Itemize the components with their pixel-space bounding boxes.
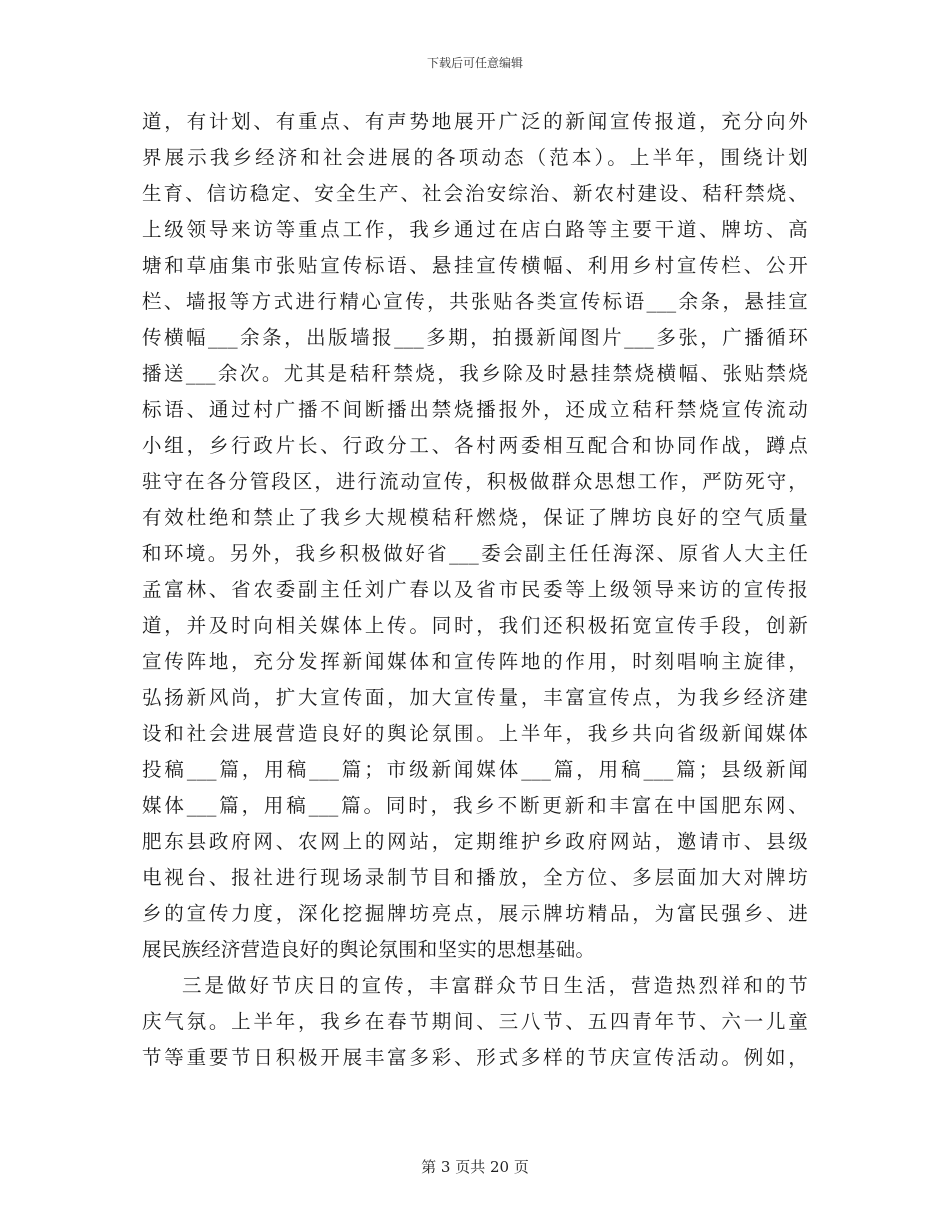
text-line: 庆气氛。上半年，我乡在春节期间、三八节、五四青年节、六一儿童 [142,1010,808,1033]
text-line: 媒体___篇，用稿___篇。同时，我乡不断更新和丰富在中国肥东网、 [142,794,808,817]
text-line: 有效杜绝和禁止了我乡大规模秸秆燃烧，保证了牌坊良好的空气质量 [142,506,808,529]
text-line: 标语、通过村广播不间断播出禁烧播报外，还成立秸秆禁烧宣传流动 [142,398,808,421]
text-line: 道，有计划、有重点、有声势地展开广泛的新闻宣传报道，充分向外 [142,110,808,133]
text-line: 小组，乡行政片长、行政分工、各村两委相互配合和协同作战，蹲点 [142,434,808,457]
text-line: 生育、信访稳定、安全生产、社会治安综治、新农村建设、秸秆禁烧、 [142,182,808,205]
text-line: 栏、墙报等方式进行精心宣传，共张贴各类宣传标语___余条，悬挂宣 [142,290,808,313]
text-line: 孟富林、省农委副主任刘广春以及省市民委等上级领导来访的宣传报 [142,578,808,601]
document-body [142,104,808,1076]
text-line: 肥东县政府网、农网上的网站，定期维护乡政府网站，邀请市、县级 [142,830,808,853]
text-line: 播送___余次。尤其是秸秆禁烧，我乡除及时悬挂禁烧横幅、张贴禁烧 [142,362,808,385]
text-line: 道，并及时向相关媒体上传。同时，我们还积极拓宽宣传手段，创新 [142,614,808,637]
text-line: 设和社会进展营造良好的舆论氛围。上半年，我乡共向省级新闻媒体 [142,722,808,745]
text-line: 电视台、报社进行现场录制节目和播放，全方位、多层面加大对牌坊 [142,866,808,889]
header-note: 下载后可任意编辑 [426,56,523,70]
text-line: 塘和草庙集市张贴宣传标语、悬挂宣传横幅、利用乡村宣传栏、公开 [142,254,808,277]
text-line: 上级领导来访等重点工作，我乡通过在店白路等主要干道、牌坊、高 [142,218,808,241]
text-line: 驻守在各分管段区，进行流动宣传，积极做群众思想工作，严防死守， [142,470,808,493]
text-line: 节等重要节日积极开展丰富多彩、形式多样的节庆宣传活动。例如， [142,1046,808,1069]
text-line: 宣传阵地，充分发挥新闻媒体和宣传阵地的作用，时刻唱响主旋律， [142,650,808,673]
text-line: 和环境。另外，我乡积极做好省___委会副主任任海深、原省人大主任 [142,542,808,565]
paragraph-first-line: 三是做好节庆日的宣传，丰富群众节日生活，营造热烈祥和的节 [182,974,808,997]
text-line: 乡的宣传力度，深化挖掘牌坊亮点，展示牌坊精品，为富民强乡、进 [142,902,808,925]
page-number: 第 3 页共 20 页 [421,1158,529,1176]
text-line: 界展示我乡经济和社会进展的各项动态（范本）。上半年，围绕计划 [142,146,808,169]
text-line: 传横幅___余条，出版墙报___多期，拍摄新闻图片___多张，广播循环 [142,326,808,349]
text-line: 弘扬新风尚，扩大宣传面，加大宣传量，丰富宣传点，为我乡经济建 [142,686,808,709]
text-line: 投稿___篇，用稿___篇；市级新闻媒体___篇，用稿___篇；县级新闻 [142,758,808,781]
text-line: 展民族经济营造良好的舆论氛围和坚实的思想基础。 [142,938,596,961]
